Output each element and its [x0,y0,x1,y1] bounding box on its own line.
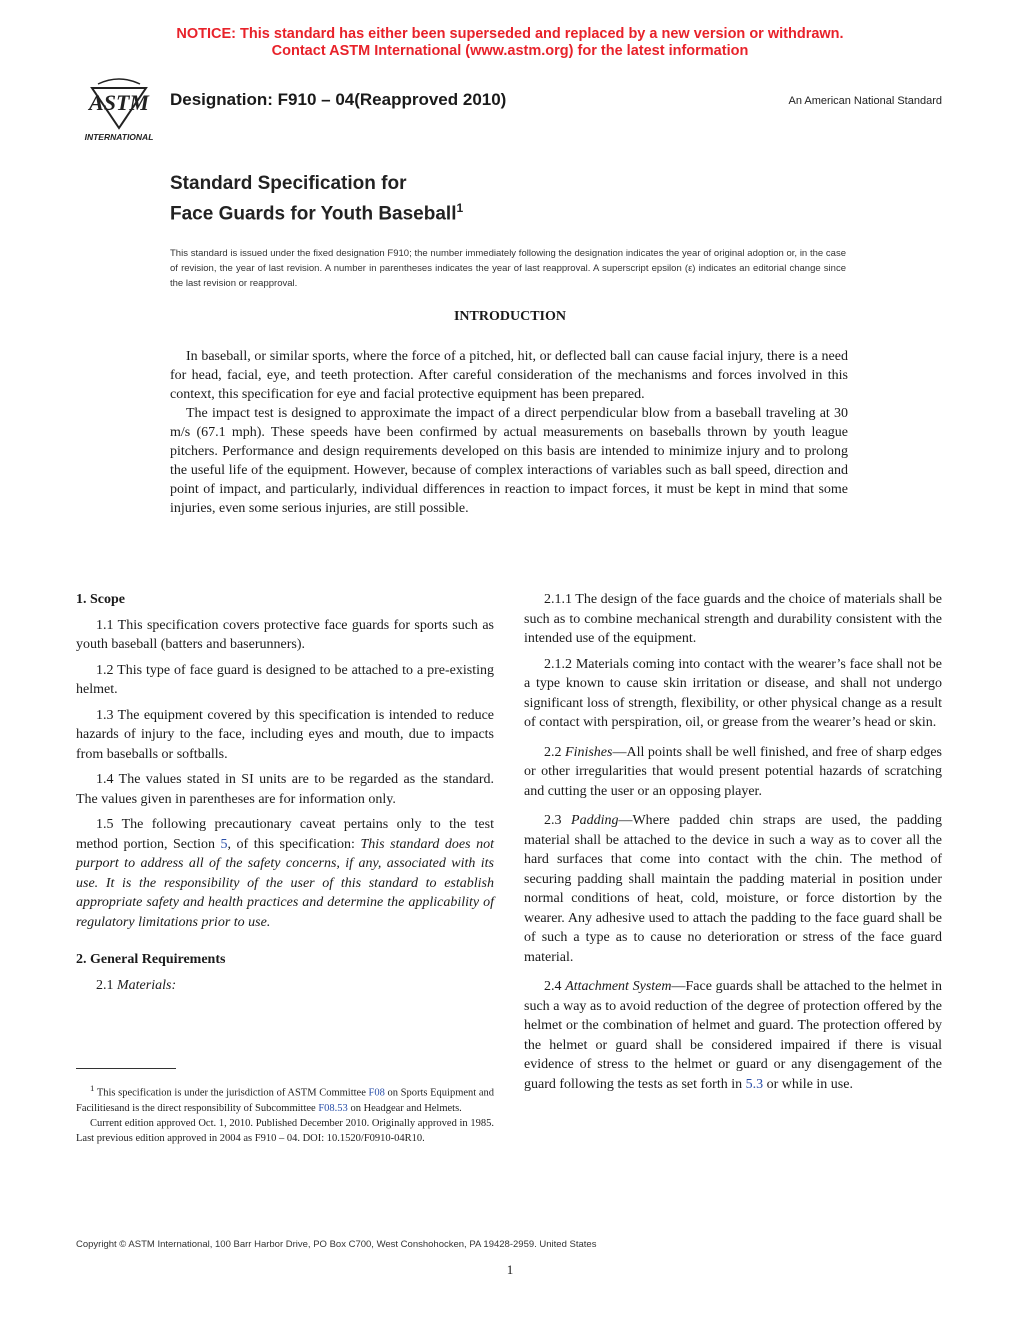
document-title [170,172,463,226]
introduction-paragraph-1: In baseball, or similar sports, where the force of a pitched, hit, or deflected ball can cause facial injury, there is a need for head, facial, eye, and teeth protection. After careful consideration of the mechanisms and forces involved in this context, this specification for eye and facial protective equipment has been prepared. [170,349,848,402]
astm-logo-icon [78,76,160,146]
paragraph-2-4-title: Attachment System [565,979,672,994]
paragraph-2-4-text: —Face guards shall be attached to the helmet in such a way as to avoid reduction of the degree of protection offered by the helmet or the combination of helmet and guard. The protection offered by the helmet or guard shall be considered impaired if there is visual evidence of stress to the helmet or guard or any disengagement of the guard following the tests as set forth in [524,979,942,1092]
designation: Designation: F910 – 04(Reapproved 2010) [170,90,507,109]
paragraph-1-3: 1.3 The equipment covered by this specification is intended to reduce hazards of injury to the face, including eyes and mouth, due to impacts from baseballs or softballs. [76,707,494,762]
footnote-1-text-a: This specification is under the jurisdiction of ASTM Committee [94,1087,369,1099]
introduction-paragraph-2: The impact test is designed to approximate the impact of a direct perpendicular blow from a baseball traveling at 30 m/s (67.1 mph). These speeds have been confirmed by actual measurements on baseballs thrown by youth league pitchers. Performance and design requirements developed on this basis are intended to minimize injury and to prolong the useful life of the equipment. However, because of complex interactions of variables such as ball speed, direction and point of impact, and particularly, individual differences in reaction to impact forces, it must be kept in mind that some injuries, even some serious injuries, are still possible. [170,406,848,516]
paragraph-1-5 [76,815,494,932]
paragraph-2-3-title: Padding [571,813,619,828]
title-line-1: Standard Specification for [170,173,407,194]
introduction-body [170,347,848,518]
footnote-1-text-c: on Headgear and Helmets. [347,1102,462,1114]
notice-line-1: NOTICE: This standard has either been superseded and replaced by a new version or withdrawn. [176,26,844,42]
paragraph-1-1: 1.1 This specification covers protective face guards for sports such as youth baseball (batters and baserunners). [76,617,494,652]
subcommittee-f08-53-link[interactable]: F08.53 [318,1102,348,1114]
paragraph-2-1-number: 2.1 [96,977,117,993]
footnote-2: Current edition approved Oct. 1, 2010. Published December 2010. Originally approved in 1985. Last previous edition approved in 2004 as F910 – 04. DOI: 10.1520/F0910-04R10. [76,1117,494,1144]
footnote-1-marker: 1 [90,1083,95,1093]
paragraph-1-4: 1.4 The values stated in SI units are to be regarded as the standard. The values given in parentheses are for information only. [76,772,494,807]
footnote-1 [76,1081,494,1116]
paragraph-2-1-1: 2.1.1 The design of the face guards and the choice of materials shall be such as to combine mechanical strength and durability consistent with the intended use of the equipment. [524,592,942,646]
issuance-note: This standard is issued under the fixed designation F910; the number immediately following the designation indicates the year of original adoption or, in the case of revision, the year of last revision. A number in parentheses indicates the year of last reapproval. A superscript epsilon (ε) indicates an editorial change since the last revision or reapproval. [170,248,846,289]
paragraph-2-3-number: 2.3 [544,813,572,828]
notice-line-2: Contact ASTM International (www.astm.org) for the latest information [271,43,749,59]
safety-caveat: This standard does not purport to address all of the safety concerns, if any, associated with its use. It is the responsibility of the user of this standard to establish appropriate safety and health practices and determine the applicability of regulatory limitations prior to use. [76,836,495,930]
committee-f08-link[interactable]: F08 [368,1087,385,1099]
paragraph-1-5-text: 1.5 The following precautionary caveat pertains only to the test method portion, Section [76,817,494,852]
paragraph-2-4-number: 2.4 [544,979,566,994]
american-national-standard: An American National Standard [788,95,942,107]
logo-letters: ASTM [89,90,149,115]
paragraph-2-4-end: or while in use. [763,1076,853,1092]
paragraph-1-2: 1.2 This type of face guard is designed to be attached to a pre-existing helmet. [76,662,494,697]
title-footnote-marker: 1 [456,201,464,215]
paragraph-2-4 [524,977,942,1094]
paragraph-2-1-2: 2.1.2 Materials coming into contact with the wearer’s face shall not be a type known to cause skin irritation or disease, and shall not undergo significant loss of strength, flexibility, or other physical change as a result of contact with perspiration, oil, or grease from the wearer’s head or skin. [524,656,942,730]
section-2-heading: 2. General Requirements [76,952,226,967]
paragraph-2-3-text: —Where padded chin straps are used, the padding material shall be attached to the device in such a way as to cover all the hard surfaces that come into contact with the chin. The method of securing padding shall maintain the padding material in position under normal conditions of heat, cold, moisture, or force distortion by the wearer. Any adhesive used to attach the padding to the face guard shall be of such a type as to cause no deterioration or stress of the face guard material. [524,813,942,965]
section-5-link[interactable]: 5 [220,836,228,852]
footnote-1-text-b: on Sports Equipment and Facilitiesand is the direct responsibility of Subcommittee [76,1087,494,1114]
paragraph-2-1-title: Materials: [117,977,177,993]
footnote-divider [76,1068,176,1069]
left-column [76,590,494,1001]
paragraph-2-2-title: Finishes [565,744,613,760]
paragraph-2-2-number: 2.2 [544,744,566,760]
section-1-heading: 1. Scope [76,592,125,607]
page-number: 1 [506,1262,514,1277]
introduction-heading: INTRODUCTION [453,309,566,324]
withdrawal-notice [0,26,1020,60]
copyright-notice: Copyright © ASTM International, 100 Barr Harbor Drive, PO Box C700, West Conshohocken, PA 19428-2959. United States [76,1239,597,1250]
title-line-2 [170,196,463,226]
paragraph-2-1 [76,976,494,996]
section-5-3-link[interactable]: 5.3 [745,1076,764,1092]
right-column [524,590,942,1100]
footnotes [76,1081,494,1146]
title-line-2-text: Face Guards for Youth Baseball [170,203,457,225]
paragraph-2-3 [524,811,942,967]
paragraph-2-2-text: —All points shall be well finished, and free of sharp edges or other irregularities that would present potential hazards of scratching and cutting the user or an opposing player. [524,744,943,799]
paragraph-2-2 [524,743,942,802]
logo-subtitle: INTERNATIONAL [84,132,154,142]
paragraph-1-5-text-2: , of this specification: [227,836,361,852]
